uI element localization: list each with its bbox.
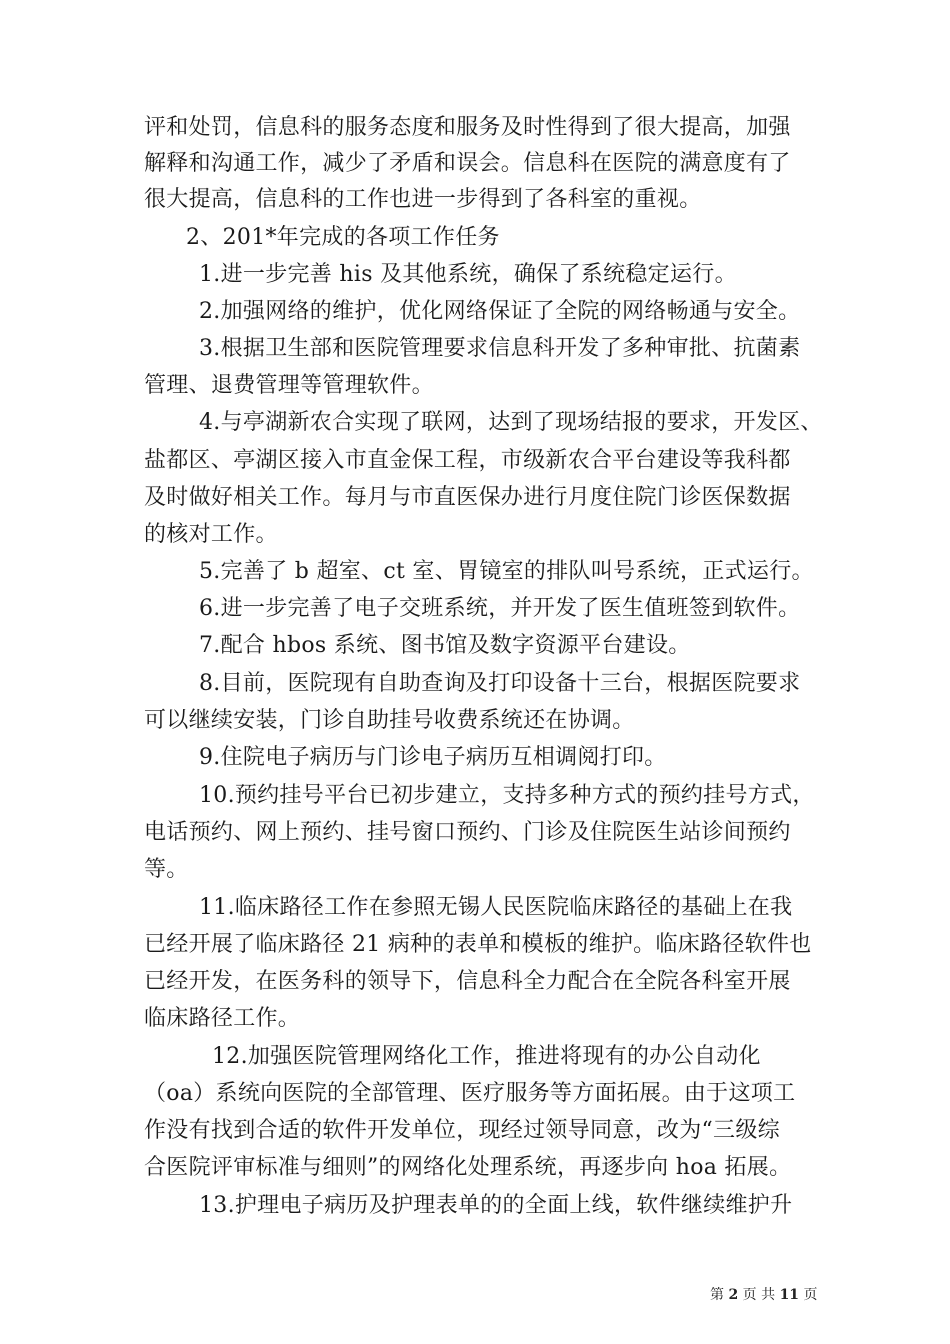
body-line: 合医院评审标准与细则”的网络化处理系统，再逐步向 hoa 拓展。 (144, 1155, 792, 1180)
body-line: 很大提高，信息科的工作也进一步得到了各科室的重视。 (144, 187, 702, 212)
footer-prefix: 第 (710, 1287, 724, 1303)
list-item: 4.与亭湖新农合实现了联网，达到了现场结报的要求，开发区、 (199, 410, 823, 435)
body-line: 临床路径工作。 (144, 1006, 301, 1031)
total-page-number: 11 (779, 1287, 800, 1303)
list-item: 6.进一步完善了电子交班系统，并开发了医生值班签到软件。 (199, 596, 801, 621)
list-item: 5.完善了 b 超室、ct 室、胃镜室的排队叫号系统，正式运行。 (199, 559, 814, 584)
body-line: 的核对工作。 (144, 522, 278, 547)
body-line: 已经开发，在医务科的领导下，信息科全力配合在全院各科室开展 (144, 969, 791, 994)
body-line: 评和处罚，信息科的服务态度和服务及时性得到了很大提高，加强 (144, 115, 791, 140)
body-line: 管理、退费管理等管理软件。 (144, 373, 434, 398)
list-item: 13.护理电子病历及护理表单的的全面上线，软件继续维护升 (199, 1193, 793, 1218)
body-line: 盐都区、亭湖区接入市直金保工程，市级新农合平台建设等我科都 (144, 448, 791, 473)
section-heading: 2、201*年完成的各项工作任务 (186, 225, 500, 250)
list-item: 12.加强医院管理网络化工作，推进将现有的办公自动化 (212, 1044, 761, 1069)
list-item: 7.配合 hbos 系统、图书馆及数字资源平台建设。 (199, 633, 691, 658)
body-line: （oa）系统向医院的全部管理、医疗服务等方面拓展。由于这项工 (144, 1081, 796, 1106)
body-line: 作没有找到合适的软件开发单位，现经过领导同意，改为“三级综 (144, 1118, 780, 1143)
body-line: 解释和沟通工作，减少了矛盾和误会。信息科在医院的满意度有了 (144, 151, 791, 176)
page-footer (710, 1286, 818, 1304)
body-line: 可以继续安装，门诊自助挂号收费系统还在协调。 (144, 708, 635, 733)
list-item: 3.根据卫生部和医院管理要求信息科开发了多种审批、抗菌素 (199, 336, 801, 361)
body-line: 及时做好相关工作。每月与市直医保办进行月度住院门诊医保数据 (144, 485, 791, 510)
list-item: 10.预约挂号平台已初步建立，支持多种方式的预约挂号方式， (199, 783, 815, 808)
current-page-number: 2 (728, 1287, 739, 1303)
footer-suffix: 页 (803, 1287, 818, 1303)
body-line: 已经开展了临床路径 21 病种的表单和模板的维护。临床路径软件也 (144, 932, 812, 957)
list-item: 1.进一步完善 his 及其他系统，确保了系统稳定运行。 (199, 262, 737, 287)
list-item: 2.加强网络的维护，优化网络保证了全院的网络畅通与安全。 (199, 299, 801, 324)
list-item: 11.临床路径工作在参照无锡人民医院临床路径的基础上在我 (199, 895, 793, 920)
body-line: 等。 (144, 857, 189, 882)
list-item: 8.目前，医院现有自助查询及打印设备十三台，根据医院要求 (199, 671, 801, 696)
footer-middle: 页 共 (742, 1287, 776, 1303)
body-line: 电话预约、网上预约、挂号窗口预约、门诊及住院医生站诊间预约 (144, 820, 791, 845)
list-item: 9.住院电子病历与门诊电子病历互相调阅打印。 (199, 745, 667, 770)
